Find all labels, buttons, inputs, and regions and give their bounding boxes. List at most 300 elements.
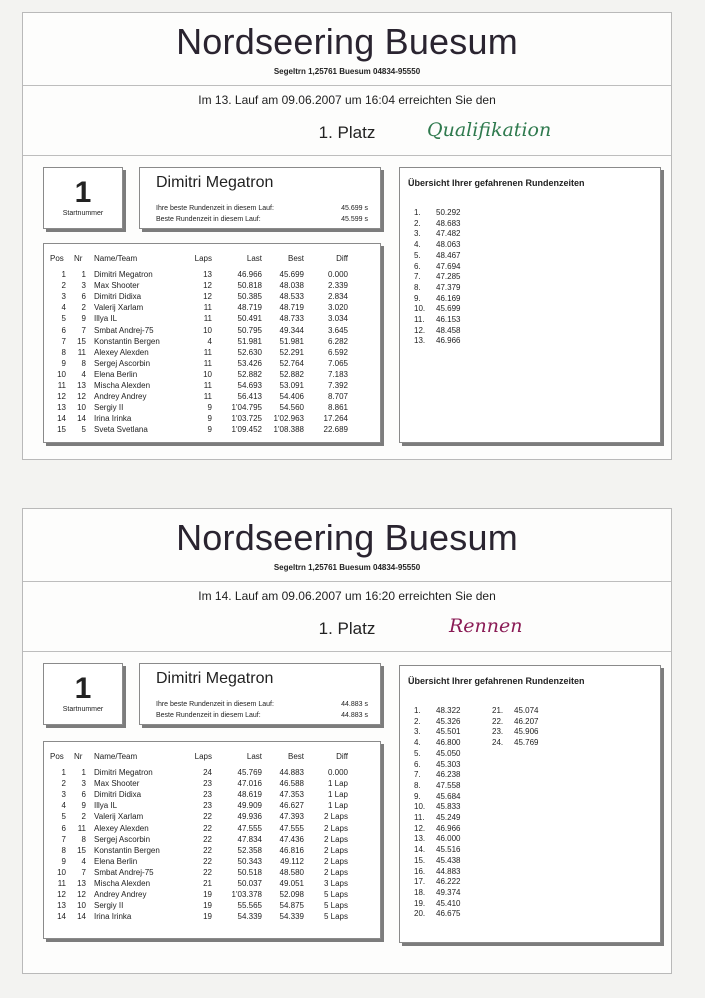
cell-nr: 6	[81, 790, 86, 800]
table-row	[44, 824, 380, 834]
cell-nr: 12	[77, 392, 86, 402]
cell-last: 46.966	[237, 270, 262, 279]
lap-time: 45.326	[436, 716, 461, 726]
col-pos: Pos	[50, 254, 64, 263]
table-row	[44, 857, 380, 867]
cell-name: Irina Irinka	[94, 414, 132, 424]
lap-entry	[414, 304, 460, 313]
cell-last: 47.016	[237, 779, 262, 789]
cell-pos: 10	[57, 867, 66, 877]
cell-best: 54.875	[279, 901, 304, 911]
cell-diff: 5 Laps	[323, 890, 348, 900]
table-row	[44, 768, 380, 778]
cell-pos: 1	[61, 270, 66, 279]
results-table	[43, 741, 381, 939]
cell-nr: 4	[81, 369, 86, 379]
lap-number: 7.	[414, 272, 421, 282]
lap-number: 1.	[414, 208, 421, 217]
cell-diff: 2.834	[327, 292, 348, 302]
cell-last: 51.981	[237, 336, 262, 346]
cell-diff: 2.339	[327, 281, 348, 291]
lap-number: 10.	[414, 304, 426, 314]
cell-last: 1'04.795	[231, 403, 262, 413]
col-laps: Laps	[194, 752, 212, 761]
lap-number: 14.	[414, 845, 426, 855]
cell-best: 49.344	[279, 325, 304, 335]
lap-time: 47.285	[436, 272, 461, 282]
cell-best: 47.393	[279, 812, 304, 822]
lap-entry	[414, 336, 460, 345]
event-line: Im 14. Lauf am 09.06.2007 um 16:20 erreichten Sie den	[198, 589, 496, 603]
driver-box	[139, 167, 381, 229]
col-best: Best	[287, 254, 304, 263]
table-row	[44, 359, 380, 369]
overall-best-value: 44.883 s	[341, 712, 368, 719]
cell-best: 46.816	[279, 845, 304, 855]
lap-entry	[414, 856, 460, 865]
cell-name: Max Shooter	[94, 779, 140, 789]
col-name: Name/Team	[94, 254, 138, 263]
best-lap-label: Ihre beste Rundenzeit in diesem Lauf:	[156, 205, 274, 212]
cell-diff: 3.034	[327, 314, 348, 324]
cell-diff: 2 Laps	[323, 845, 348, 855]
cell-best: 51.981	[279, 336, 304, 346]
lap-entry	[414, 781, 460, 790]
cell-last: 49.936	[237, 812, 262, 822]
cell-last: 48.619	[237, 790, 262, 800]
table-row	[44, 812, 380, 822]
table-row	[44, 901, 380, 911]
cell-diff: 8.861	[327, 403, 348, 413]
cell-laps: 23	[203, 801, 212, 811]
cell-nr: 11	[77, 347, 86, 357]
cell-last: 53.426	[237, 358, 262, 368]
lap-number: 9.	[414, 293, 421, 303]
cell-pos: 8	[61, 845, 66, 855]
cell-name: Sergej Ascorbin	[94, 358, 151, 368]
cell-pos: 9	[61, 856, 66, 866]
lap-entry	[414, 240, 460, 249]
lap-number: 5.	[414, 748, 421, 758]
cell-last: 47.834	[237, 834, 262, 844]
cell-last: 52.358	[237, 845, 262, 855]
start-number-label: Startnummer	[62, 210, 104, 217]
lap-entry	[414, 888, 460, 897]
results-table	[43, 243, 381, 443]
cell-diff: 1 Lap	[327, 790, 348, 800]
cell-laps: 10	[203, 325, 212, 335]
cell-last: 48.719	[237, 303, 262, 313]
cell-pos: 4	[61, 801, 66, 811]
cell-laps: 4	[207, 336, 212, 346]
lap-entry	[414, 834, 460, 843]
lap-number: 9.	[414, 791, 421, 801]
table-row	[44, 281, 380, 291]
lap-entry	[414, 909, 460, 918]
cell-best: 54.560	[279, 403, 304, 413]
lap-entry	[414, 738, 460, 747]
lap-time: 45.501	[436, 727, 461, 737]
cell-name: Andrey Andrey	[94, 890, 147, 900]
lap-entry	[414, 294, 460, 303]
table-row	[44, 868, 380, 878]
cell-nr: 10	[77, 403, 86, 413]
cell-nr: 6	[81, 292, 86, 302]
cell-name: Sveta Svetlana	[94, 425, 148, 435]
lap-number: 10.	[414, 802, 426, 812]
cell-best: 48.719	[279, 303, 304, 313]
lap-entry	[414, 208, 460, 217]
col-diff: Diff	[336, 752, 348, 761]
lap-time: 45.074	[514, 706, 539, 715]
best-lap-label: Ihre beste Rundenzeit in diesem Lauf:	[156, 701, 274, 708]
lap-summary-title: Übersicht Ihrer gefahrenen Rundenzeiten	[408, 676, 585, 686]
cell-best: 52.882	[279, 369, 304, 379]
lap-entry	[414, 813, 460, 822]
cell-name: Alexey Alexden	[94, 347, 149, 357]
cell-nr: 1	[81, 768, 86, 777]
cell-diff: 1 Lap	[327, 779, 348, 789]
cell-last: 50.385	[237, 292, 262, 302]
table-row	[44, 337, 380, 347]
cell-nr: 7	[81, 325, 86, 335]
cell-nr: 13	[77, 879, 86, 888]
cell-name: Smbat Andrej-75	[94, 867, 154, 877]
table-row	[44, 392, 380, 402]
best-lap-value: 45.699 s	[341, 205, 368, 212]
cell-name: Dimitri Didixa	[94, 790, 142, 800]
cell-last: 50.491	[237, 314, 262, 324]
cell-diff: 2 Laps	[323, 867, 348, 877]
cell-last: 55.565	[237, 901, 262, 911]
cell-nr: 9	[81, 314, 86, 324]
cell-pos: 6	[61, 325, 66, 335]
lap-entry	[414, 315, 460, 324]
lap-time: 46.000	[436, 834, 461, 844]
start-number: 1	[74, 672, 92, 705]
cell-best: 46.627	[279, 801, 304, 811]
col-pos: Pos	[50, 752, 64, 761]
table-row	[44, 348, 380, 358]
lap-entry	[414, 727, 460, 736]
cell-last: 50.818	[237, 281, 262, 291]
col-best: Best	[287, 752, 304, 761]
lap-time: 45.906	[514, 727, 539, 737]
cell-nr: 5	[81, 425, 86, 435]
cell-last: 54.693	[237, 381, 262, 390]
cell-last: 56.413	[237, 392, 262, 402]
table-row	[44, 414, 380, 424]
cell-nr: 13	[77, 381, 86, 390]
lap-time: 45.699	[436, 304, 461, 314]
cell-laps: 24	[203, 768, 212, 777]
lap-number: 15.	[414, 855, 426, 865]
lap-time: 45.833	[436, 802, 461, 812]
cell-pos: 4	[61, 303, 66, 313]
cell-diff: 3.020	[327, 303, 348, 313]
cell-best: 44.883	[279, 768, 304, 777]
lap-entry	[492, 717, 538, 726]
cell-nr: 10	[77, 901, 86, 911]
cell-nr: 14	[77, 912, 86, 922]
cell-name: Dimitri Didixa	[94, 292, 142, 302]
cell-last: 47.555	[237, 823, 262, 833]
cell-pos: 5	[61, 314, 66, 324]
cell-diff: 3 Laps	[323, 879, 348, 888]
cell-diff: 2 Laps	[323, 834, 348, 844]
cell-diff: 1 Lap	[327, 801, 348, 811]
table-row	[44, 835, 380, 845]
cell-best: 52.098	[279, 890, 304, 900]
table-row	[44, 370, 380, 380]
cell-diff: 6.592	[327, 347, 348, 357]
lap-number: 24.	[492, 738, 504, 748]
cell-name: Andrey Andrey	[94, 392, 147, 402]
cell-last: 50.343	[237, 856, 262, 866]
cell-best: 1'02.963	[273, 414, 304, 424]
lap-entry	[414, 760, 460, 769]
lap-time: 46.153	[436, 315, 461, 324]
cell-laps: 11	[203, 358, 212, 368]
result-sheet-race	[22, 508, 672, 974]
cell-laps: 21	[203, 879, 212, 888]
cell-pos: 3	[61, 292, 66, 302]
cell-nr: 15	[77, 336, 86, 346]
cell-best: 48.580	[279, 867, 304, 877]
lap-entry	[414, 229, 460, 238]
cell-pos: 10	[57, 369, 66, 379]
table-row	[44, 879, 380, 889]
cell-name: Illya IL	[94, 314, 118, 324]
cell-diff: 0.000	[327, 768, 348, 777]
cell-best: 48.533	[279, 292, 304, 302]
lap-summary-box	[399, 167, 661, 443]
cell-laps: 19	[203, 912, 212, 922]
lap-number: 8.	[414, 780, 421, 790]
cell-last: 52.882	[237, 369, 262, 379]
cell-pos: 7	[61, 336, 66, 346]
lap-entry	[414, 770, 460, 779]
table-row	[44, 425, 380, 435]
divider	[23, 651, 671, 652]
lap-entry	[414, 283, 460, 292]
cell-name: Dimitri Megatron	[94, 270, 153, 279]
cell-laps: 23	[203, 790, 212, 800]
table-row	[44, 779, 380, 789]
lap-time: 46.966	[436, 336, 461, 346]
cell-pos: 2	[61, 281, 66, 291]
lap-time: 46.207	[514, 716, 539, 726]
cell-nr: 7	[81, 867, 86, 877]
cell-best: 48.038	[279, 281, 304, 291]
cell-last: 50.795	[237, 325, 262, 335]
cell-diff: 5 Laps	[323, 901, 348, 911]
lap-number: 21.	[492, 706, 504, 715]
track-address: Segeltrn 1,25761 Buesum 04834-95550	[273, 563, 421, 572]
cell-diff: 2 Laps	[323, 856, 348, 866]
cell-name: Sergej Ascorbin	[94, 834, 151, 844]
best-lap-value: 44.883 s	[341, 701, 368, 708]
cell-laps: 9	[207, 414, 212, 424]
place-label: 1. Platz	[318, 123, 376, 142]
cell-laps: 12	[203, 281, 212, 291]
table-row	[44, 326, 380, 336]
cell-name: Irina Irinka	[94, 912, 132, 922]
cell-last: 1'03.378	[231, 890, 262, 900]
lap-time: 45.303	[436, 759, 461, 769]
lap-number: 13.	[414, 336, 426, 346]
cell-pos: 12	[57, 890, 66, 900]
cell-name: Konstantin Bergen	[94, 336, 160, 346]
col-last: Last	[246, 254, 262, 263]
cell-name: Elena Berlin	[94, 369, 138, 379]
cell-diff: 7.392	[327, 381, 348, 390]
lap-entry	[414, 272, 460, 281]
lap-number: 19.	[414, 898, 426, 908]
lap-time: 46.222	[436, 877, 461, 887]
cell-pos: 13	[57, 901, 66, 911]
lap-time: 45.249	[436, 813, 461, 822]
lap-time: 48.322	[436, 706, 461, 715]
lap-number: 2.	[414, 218, 421, 228]
lap-number: 8.	[414, 282, 421, 292]
track-name: Nordseering Buesum	[176, 517, 518, 558]
lap-entry	[414, 899, 460, 908]
cell-last: 50.518	[237, 867, 262, 877]
lap-time: 45.769	[514, 738, 539, 748]
cell-diff: 6.282	[327, 336, 348, 346]
cell-diff: 0.000	[327, 270, 348, 279]
lap-entry	[414, 749, 460, 758]
cell-nr: 12	[77, 890, 86, 900]
cell-best: 47.436	[279, 834, 304, 844]
lap-entry	[492, 738, 538, 747]
cell-name: Smbat Andrej-75	[94, 325, 154, 335]
lap-entry	[414, 262, 460, 271]
cell-diff: 7.065	[327, 358, 348, 368]
lap-entry	[492, 727, 538, 736]
lap-number: 3.	[414, 229, 421, 239]
cell-best: 49.051	[279, 879, 304, 888]
cell-best: 46.588	[279, 779, 304, 789]
cell-name: Elena Berlin	[94, 856, 138, 866]
cell-diff: 7.183	[327, 369, 348, 379]
lap-time: 48.063	[436, 240, 461, 250]
cell-pos: 11	[57, 381, 66, 390]
cell-pos: 1	[61, 768, 66, 777]
table-row	[44, 890, 380, 900]
lap-entry	[414, 251, 460, 260]
cell-pos: 13	[57, 403, 66, 413]
handwritten-note: Qualifikation	[427, 119, 552, 141]
table-row	[44, 403, 380, 413]
cell-best: 48.733	[279, 314, 304, 324]
event-line: Im 13. Lauf am 09.06.2007 um 16:04 erreichten Sie den	[198, 93, 496, 107]
lap-number: 16.	[414, 866, 426, 876]
lap-time: 47.694	[436, 261, 461, 271]
cell-name: Alexey Alexden	[94, 823, 149, 833]
driver-box	[139, 663, 381, 725]
cell-laps: 11	[203, 392, 212, 402]
cell-diff: 2 Laps	[323, 823, 348, 833]
lap-entry	[414, 877, 460, 886]
cell-last: 45.769	[237, 768, 262, 777]
lap-entry	[414, 219, 460, 228]
table-row	[44, 846, 380, 856]
cell-laps: 22	[203, 845, 212, 855]
cell-laps: 9	[207, 403, 212, 413]
cell-last: 54.339	[237, 912, 262, 922]
cell-laps: 9	[207, 425, 212, 435]
lap-entry	[414, 792, 460, 801]
cell-laps: 12	[203, 292, 212, 302]
table-row	[44, 303, 380, 313]
cell-laps: 22	[203, 867, 212, 877]
lap-time: 46.800	[436, 738, 461, 748]
cell-name: Mischa Alexden	[94, 381, 151, 390]
cell-pos: 8	[61, 347, 66, 357]
cell-laps: 23	[203, 779, 212, 789]
overall-best-value: 45.599 s	[341, 216, 368, 223]
cell-best: 52.291	[279, 347, 304, 357]
lap-number: 11.	[414, 813, 425, 822]
lap-time: 45.410	[436, 898, 461, 908]
lap-number: 3.	[414, 727, 421, 737]
lap-number: 12.	[414, 325, 426, 335]
col-diff: Diff	[336, 254, 348, 263]
cell-laps: 22	[203, 856, 212, 866]
cell-best: 47.353	[279, 790, 304, 800]
cell-best: 53.091	[279, 381, 304, 390]
handwritten-note: Rennen	[449, 615, 523, 637]
cell-pos: 2	[61, 779, 66, 789]
cell-nr: 8	[81, 834, 86, 844]
lap-time: 48.458	[436, 325, 461, 335]
cell-nr: 2	[81, 812, 86, 822]
cell-pos: 12	[57, 392, 66, 402]
lap-entry	[414, 706, 460, 715]
lap-time: 48.683	[436, 218, 461, 228]
cell-nr: 3	[81, 779, 86, 789]
lap-time: 46.169	[436, 293, 461, 303]
cell-best: 1'08.388	[273, 425, 304, 435]
cell-best: 47.555	[279, 823, 304, 833]
lap-time: 47.558	[436, 780, 461, 790]
divider	[23, 155, 671, 156]
col-laps: Laps	[194, 254, 212, 263]
cell-diff: 17.264	[323, 414, 348, 424]
lap-number: 6.	[414, 261, 421, 271]
cell-name: Valerij Xarlam	[94, 812, 144, 822]
lap-number: 18.	[414, 887, 426, 897]
cell-pos: 11	[57, 879, 66, 888]
cell-pos: 7	[61, 834, 66, 844]
start-number: 1	[74, 176, 92, 209]
start-number-box	[43, 167, 123, 229]
lap-number: 17.	[414, 877, 426, 887]
cell-best: 45.699	[279, 270, 304, 279]
cell-nr: 9	[81, 801, 86, 811]
cell-pos: 14	[57, 414, 66, 424]
cell-name: Max Shooter	[94, 281, 140, 291]
lap-number: 22.	[492, 716, 504, 726]
cell-nr: 8	[81, 358, 86, 368]
cell-pos: 6	[61, 823, 66, 833]
cell-best: 52.764	[279, 358, 304, 368]
lap-number: 1.	[414, 706, 421, 715]
overall-best-label: Beste Rundenzeit in diesem Lauf:	[156, 712, 261, 719]
lap-entry	[492, 706, 538, 715]
